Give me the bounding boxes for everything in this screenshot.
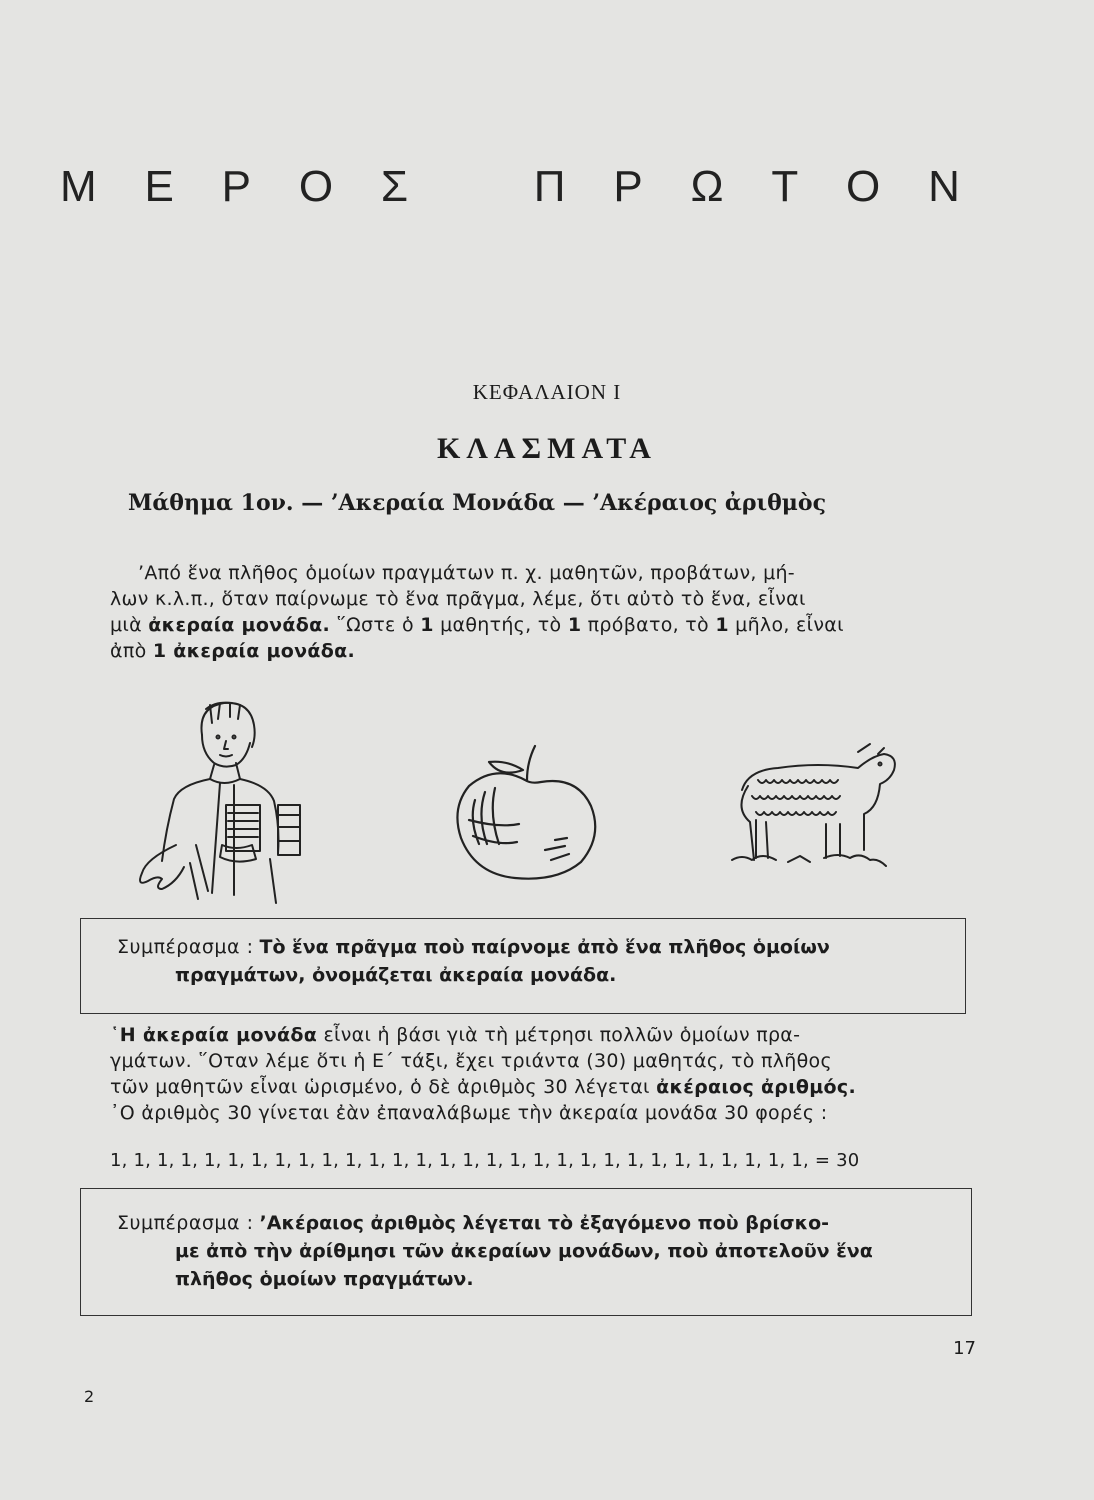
part-title-letter: Ο bbox=[298, 162, 334, 211]
part-title-letter bbox=[456, 162, 486, 212]
part-title-letter: Τ bbox=[771, 162, 799, 211]
student-illustration bbox=[130, 695, 320, 905]
chapter-heading: ΚΕΦΑΛΑΙΟΝ I bbox=[472, 380, 622, 404]
ones-sequence: 1, 1, 1, 1, 1, 1, 1, 1, 1, 1, 1, 1, 1, 1, 1, 1, 1, 1, 1, 1, 1, 1, 1, 1, 1, 1, 1, 1, 1, 1, = 30 bbox=[110, 1150, 860, 1171]
bold-number: 1 bbox=[715, 614, 729, 636]
conclusion-text: Τὸ ἕνα πρᾶγμα ποὺ παίρνομε ἀπὸ ἕνα πλῆθος ὁμοίων bbox=[259, 936, 830, 958]
part-title-letter: Ρ bbox=[221, 162, 252, 211]
paragraph-line: ’Από ἕνα πλῆθος ὁμοίων πραγμάτων π. χ. μαθητῶν, προβάτων, μή- bbox=[138, 562, 795, 584]
part-title-letter: Ω bbox=[690, 162, 724, 211]
part-title-letter: Π bbox=[533, 162, 566, 211]
apple-illustration bbox=[455, 740, 605, 880]
paragraph-line: λων κ.λ.π., ὅταν παίρνωμε τὸ ἕνα πρᾶγμα, λέμε, ὅτι αὐτὸ τὸ ἕνα, εἶναι bbox=[110, 588, 806, 610]
text-run: μιὰ bbox=[110, 614, 149, 636]
part-title-letter: Ο bbox=[846, 162, 881, 211]
part-title-letter: Ρ bbox=[613, 162, 643, 211]
sheep-illustration bbox=[728, 740, 900, 870]
bold-number: 1 bbox=[567, 614, 582, 636]
text-run: ῞Ωστε ὁ bbox=[330, 614, 421, 636]
chapter-title: ΚΛΑΣΜΑΤΑ bbox=[437, 432, 657, 465]
conclusion-text: με ἀπὸ τὴν ἀρίθμησι τῶν ἀκεραίων μονάδων, ποὺ ἀποτελοῦν ἕνα bbox=[175, 1240, 873, 1262]
part-title-letter: Σ bbox=[380, 162, 409, 211]
part-title-letter: Μ bbox=[60, 162, 97, 211]
conclusion-label: Συμπέρασμα : bbox=[117, 1212, 254, 1234]
bold-term: ἀκέραιος ἀριθμός. bbox=[656, 1076, 856, 1098]
text-run: μαθητής, τὸ bbox=[433, 614, 568, 636]
text-run: ἀπὸ bbox=[110, 640, 153, 662]
bold-number: 1 bbox=[420, 614, 434, 636]
text-run: τῶν μαθητῶν εἶναι ὡρισμένο, ὁ δὲ ἀριθμὸς 30 λέγεται bbox=[110, 1076, 657, 1098]
text-run: μῆλο, εἶναι bbox=[728, 614, 844, 636]
bold-term: ἀκεραία μονάδα. bbox=[148, 614, 331, 636]
bold-term: 1 ἀκεραία μονάδα. bbox=[152, 640, 355, 662]
bold-term: ῾Η ἀκεραία μονάδα bbox=[110, 1024, 318, 1046]
page-number-secondary: 2 bbox=[84, 1387, 95, 1406]
conclusion-text: ’Ακέραιος ἀριθμὸς λέγεται τὸ ἐξαγόμενο ποὺ βρίσκο- bbox=[259, 1212, 830, 1234]
paragraph-line: γμάτων. ῞Οταν λέμε ὅτι ἡ Ε΄ τάξι, ἔχει τριάντα (30) μαθητάς, τὸ πλῆθος bbox=[110, 1050, 832, 1072]
intro-paragraph bbox=[110, 560, 968, 664]
part-title-letter: Ε bbox=[144, 162, 174, 211]
paragraph-line: ᾿Ο ἀριθμὸς 30 γίνεται ἐὰν ἐπαναλάβωμε τὴν ἀκεραία μονάδα 30 φορές : bbox=[110, 1102, 828, 1124]
text-run: πρόβατο, τὸ bbox=[581, 614, 716, 636]
part-title-letter: Ν bbox=[928, 162, 960, 211]
unit-paragraph bbox=[110, 1022, 972, 1126]
page-number: 17 bbox=[953, 1338, 976, 1359]
conclusion-text: πραγμάτων, ὀνομάζεται ἀκεραία μονάδα. bbox=[175, 964, 617, 986]
text-run: εἶναι ἡ βάσι γιὰ τὴ μέτρησι πολλῶν ὁμοίων πρα- bbox=[317, 1024, 801, 1046]
conclusion-label: Συμπέρασμα : bbox=[117, 936, 254, 958]
conclusion-box-2 bbox=[80, 1188, 972, 1316]
lesson-title: Μάθημα 1ον. — ’Ακεραία Μονάδα — ’Ακέραιος ἀριθμὸς bbox=[128, 490, 826, 516]
part-title bbox=[60, 162, 960, 212]
conclusion-text: πλῆθος ὁμοίων πραγμάτων. bbox=[175, 1268, 474, 1290]
conclusion-box-1 bbox=[80, 918, 966, 1014]
